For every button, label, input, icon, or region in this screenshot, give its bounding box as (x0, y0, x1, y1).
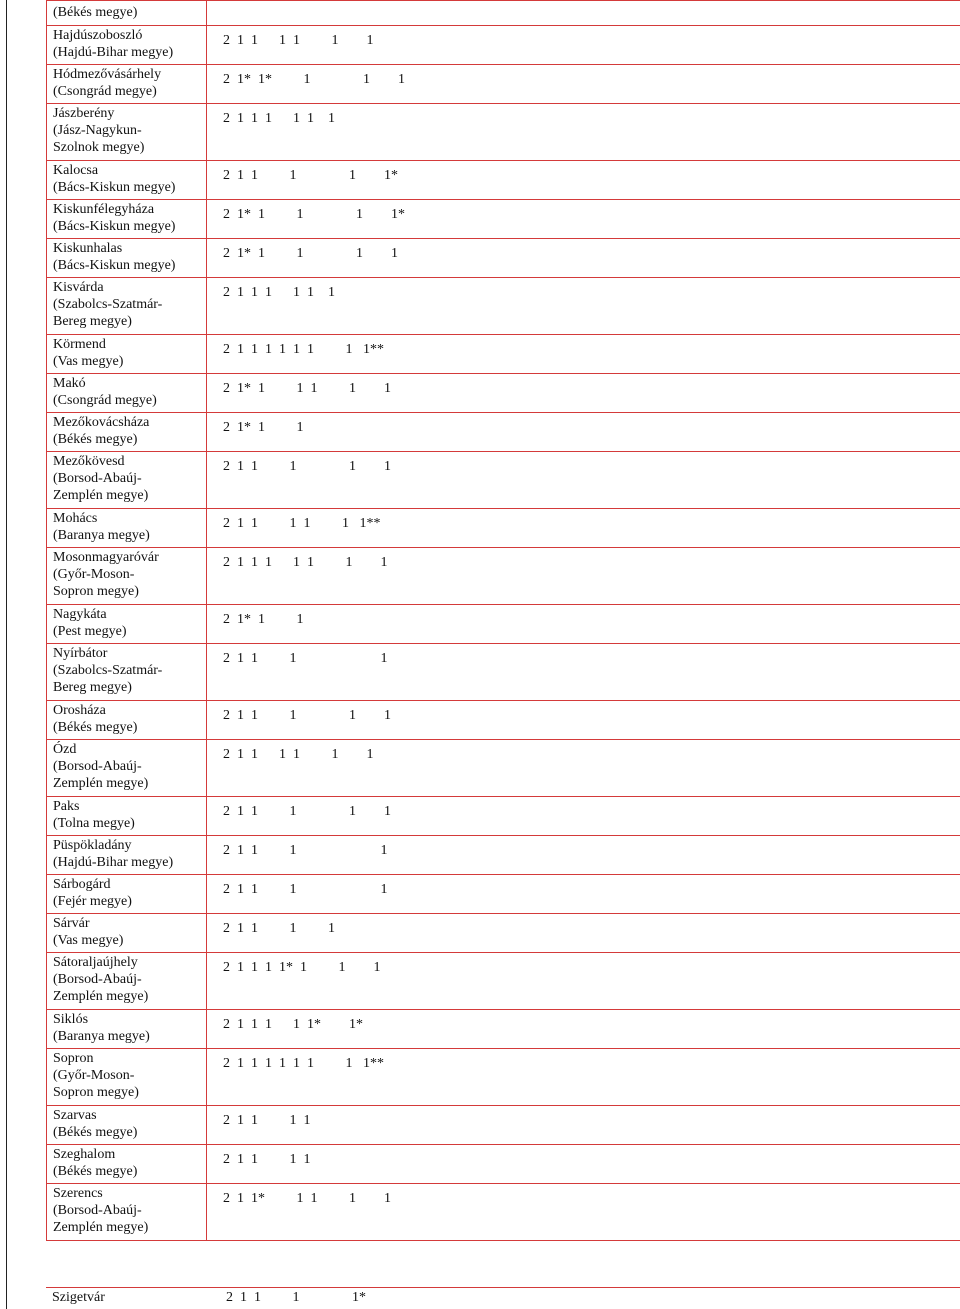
town-name: Mezőkövesd (53, 454, 125, 469)
county-name: (Békés megye) (53, 720, 138, 735)
town-name: Püspökladány (53, 838, 132, 853)
town-name-cell (47, 374, 207, 413)
table-row (47, 953, 960, 1010)
county-name: Sopron megye) (53, 1085, 139, 1100)
table-row (47, 509, 960, 548)
town-name: Orosháza (53, 703, 106, 718)
table-row (47, 161, 960, 200)
town-name: Paks (53, 799, 80, 814)
town-name: Nagykáta (53, 607, 107, 622)
county-name: (Győr-Moson- (53, 567, 135, 582)
values-cell: 2 1* 1 1 (207, 413, 960, 452)
county-name: (Fejér megye) (53, 894, 132, 909)
town-name: Sárbogárd (53, 877, 111, 892)
values-cell: 2 1 1 1 1 1 (207, 797, 960, 836)
top-fragment-row (47, 1, 960, 26)
town-name: Szerencs (53, 1186, 103, 1201)
town-name-cell (47, 104, 207, 161)
county-name: (Csongrád megye) (53, 84, 157, 99)
county-name: (Bács-Kiskun megye) (53, 180, 176, 195)
town-name: Szarvas (53, 1108, 97, 1123)
town-name-cell (47, 953, 207, 1010)
county-name: (Bács-Kiskun megye) (53, 219, 176, 234)
values-cell: 2 1 1 1 1 1 1 (207, 26, 960, 65)
table-row (47, 836, 960, 875)
county-name: (Békés megye) (53, 432, 138, 447)
county-name: (Pest megye) (53, 624, 127, 639)
town-name-cell (47, 548, 207, 605)
county-name: (Csongrád megye) (53, 393, 157, 408)
town-name-cell (47, 836, 207, 875)
county-name: Zemplén megye) (53, 989, 149, 1004)
values-cell: 2 1 1 1 1 1 1** (207, 509, 960, 548)
values-cell: 2 1 1 1 1 (207, 1145, 960, 1184)
table-row (47, 1106, 960, 1145)
values-cell: 2 1 1 1 1 (207, 875, 960, 914)
values-cell: 2 1* 1* 1 1 1 (207, 65, 960, 104)
town-name-cell (47, 1184, 207, 1241)
values-cell: 2 1 1 1 1 (207, 836, 960, 875)
town-name-cell (47, 1106, 207, 1145)
values-cell: 2 1 1 1 1 (207, 1106, 960, 1145)
values-cell: 2 1 1 1 1 1 1 1 1** (207, 335, 960, 374)
county-name: (Borsod-Abaúj- (53, 1203, 142, 1218)
values-cell: 2 1 1 1 1 1 1 (207, 104, 960, 161)
town-name: Siklós (53, 1012, 89, 1027)
town-name: Kiskunhalas (53, 241, 123, 256)
county-name: (Hajdú-Bihar megye) (53, 855, 174, 870)
county-name: (Borsod-Abaúj- (53, 471, 142, 486)
town-table (46, 0, 960, 1241)
values-cell: 2 1 1 1 1 1 1 1 (207, 548, 960, 605)
county-name: (Vas megye) (53, 933, 124, 948)
table-row (47, 914, 960, 953)
county-name: (Szabolcs-Szatmár- (53, 663, 163, 678)
town-name-cell (47, 335, 207, 374)
town-name-cell (47, 239, 207, 278)
town-name-cell (47, 875, 207, 914)
county-name: Zemplén megye) (53, 776, 149, 791)
values-cell: 2 1 1 1 1 (207, 644, 960, 701)
table-row (47, 875, 960, 914)
town-name-cell (47, 452, 207, 509)
county-name: Sopron megye) (53, 584, 139, 599)
town-name: Mezőkovácsháza (53, 415, 150, 430)
town-name: Ózd (53, 742, 77, 757)
county-name: (Vas megye) (53, 354, 124, 369)
county-name: Zemplén megye) (53, 1220, 149, 1235)
town-name: Hajdúszoboszló (53, 28, 143, 43)
town-name-cell (47, 1049, 207, 1106)
values-cell: 2 1 1 1 1* 1 1 1 (207, 953, 960, 1010)
values-cell: 2 1* 1 1 1 1* (207, 200, 960, 239)
table-row (47, 65, 960, 104)
table-row (47, 413, 960, 452)
town-name-cell (47, 26, 207, 65)
town-name: Jászberény (53, 106, 115, 121)
county-name: Zemplén megye) (53, 488, 149, 503)
table-row (47, 452, 960, 509)
town-name-cell (47, 1010, 207, 1049)
county-name: (Hajdú-Bihar megye) (53, 45, 174, 60)
top-fragment-values (207, 1, 960, 26)
table-row (47, 26, 960, 65)
table-row (47, 1184, 960, 1241)
table-row (47, 701, 960, 740)
table-row (47, 605, 960, 644)
town-name-cell (47, 605, 207, 644)
town-name-cell (47, 200, 207, 239)
table-row (47, 797, 960, 836)
county-name: Bereg megye) (53, 314, 132, 329)
values-cell: 2 1* 1 1 1 1 1 (207, 374, 960, 413)
county-name: (Szabolcs-Szatmár- (53, 297, 163, 312)
town-name-cell (47, 644, 207, 701)
town-name: Kiskunfélegyháza (53, 202, 155, 217)
town-name: Nyírbátor (53, 646, 108, 661)
last-row-name: Szigetvár (52, 1290, 105, 1305)
town-name: Makó (53, 376, 86, 391)
town-name-cell (47, 1145, 207, 1184)
county-name: (Békés megye) (53, 1125, 138, 1140)
town-name: Mosonmagyaróvár (53, 550, 159, 565)
values-cell: 2 1 1 1 1 1* 1* (207, 1010, 960, 1049)
town-name: Kalocsa (53, 163, 99, 178)
county-name: (Baranya megye) (53, 1029, 150, 1044)
town-name-cell (47, 797, 207, 836)
town-name: Körmend (53, 337, 106, 352)
town-name: Szeghalom (53, 1147, 116, 1162)
county-name: Bereg megye) (53, 680, 132, 695)
town-name-cell (47, 413, 207, 452)
county-name: (Jász-Nagykun- (53, 123, 142, 138)
county-name: (Bács-Kiskun megye) (53, 258, 176, 273)
table-row (47, 239, 960, 278)
town-name: Sátoraljaújhely (53, 955, 138, 970)
town-name-cell (47, 278, 207, 335)
top-fragment-cell: (Békés megye) (47, 1, 207, 26)
table-row (47, 200, 960, 239)
table-row (47, 374, 960, 413)
town-name-cell (47, 740, 207, 797)
town-name: Sárvár (53, 916, 90, 931)
table-row (47, 278, 960, 335)
town-name: Hódmezővásárhely (53, 67, 162, 82)
town-name-cell (47, 161, 207, 200)
county-name: (Békés megye) (53, 1164, 138, 1179)
town-name-cell (47, 65, 207, 104)
values-cell: 2 1 1* 1 1 1 1 (207, 1184, 960, 1241)
town-name: Sopron (53, 1051, 94, 1066)
table-row (47, 1010, 960, 1049)
values-cell: 2 1 1 1 1 1 (207, 701, 960, 740)
county-name: (Baranya megye) (53, 528, 150, 543)
values-cell: 2 1 1 1 1 1 1 (207, 278, 960, 335)
town-name-cell (47, 701, 207, 740)
values-cell: 2 1 1 1 1 (207, 914, 960, 953)
county-name: (Borsod-Abaúj- (53, 759, 142, 774)
last-row-values: 2 1 1 1 1* (226, 1290, 366, 1305)
table-row (47, 104, 960, 161)
values-cell: 2 1 1 1 1 1 (207, 452, 960, 509)
values-cell: 2 1 1 1 1 1 1 1 1** (207, 1049, 960, 1106)
table-row (47, 548, 960, 605)
table-row (47, 644, 960, 701)
last-row (46, 1287, 960, 1309)
county-name: (Győr-Moson- (53, 1068, 135, 1083)
table-row (47, 335, 960, 374)
values-cell: 2 1 1 1 1 1 1 (207, 740, 960, 797)
table-row (47, 1049, 960, 1106)
values-cell: 2 1 1 1 1 1* (207, 161, 960, 200)
table-row (47, 740, 960, 797)
town-name-cell (47, 914, 207, 953)
county-name: (Tolna megye) (53, 816, 135, 831)
town-name: Mohács (53, 511, 98, 526)
table-row (47, 1145, 960, 1184)
values-cell: 2 1* 1 1 1 1 (207, 239, 960, 278)
town-name: Kisvárda (53, 280, 104, 295)
county-name: (Borsod-Abaúj- (53, 972, 142, 987)
values-cell: 2 1* 1 1 (207, 605, 960, 644)
left-margin-rule (6, 0, 7, 1309)
county-name: Szolnok megye) (53, 140, 145, 155)
town-name-cell (47, 509, 207, 548)
